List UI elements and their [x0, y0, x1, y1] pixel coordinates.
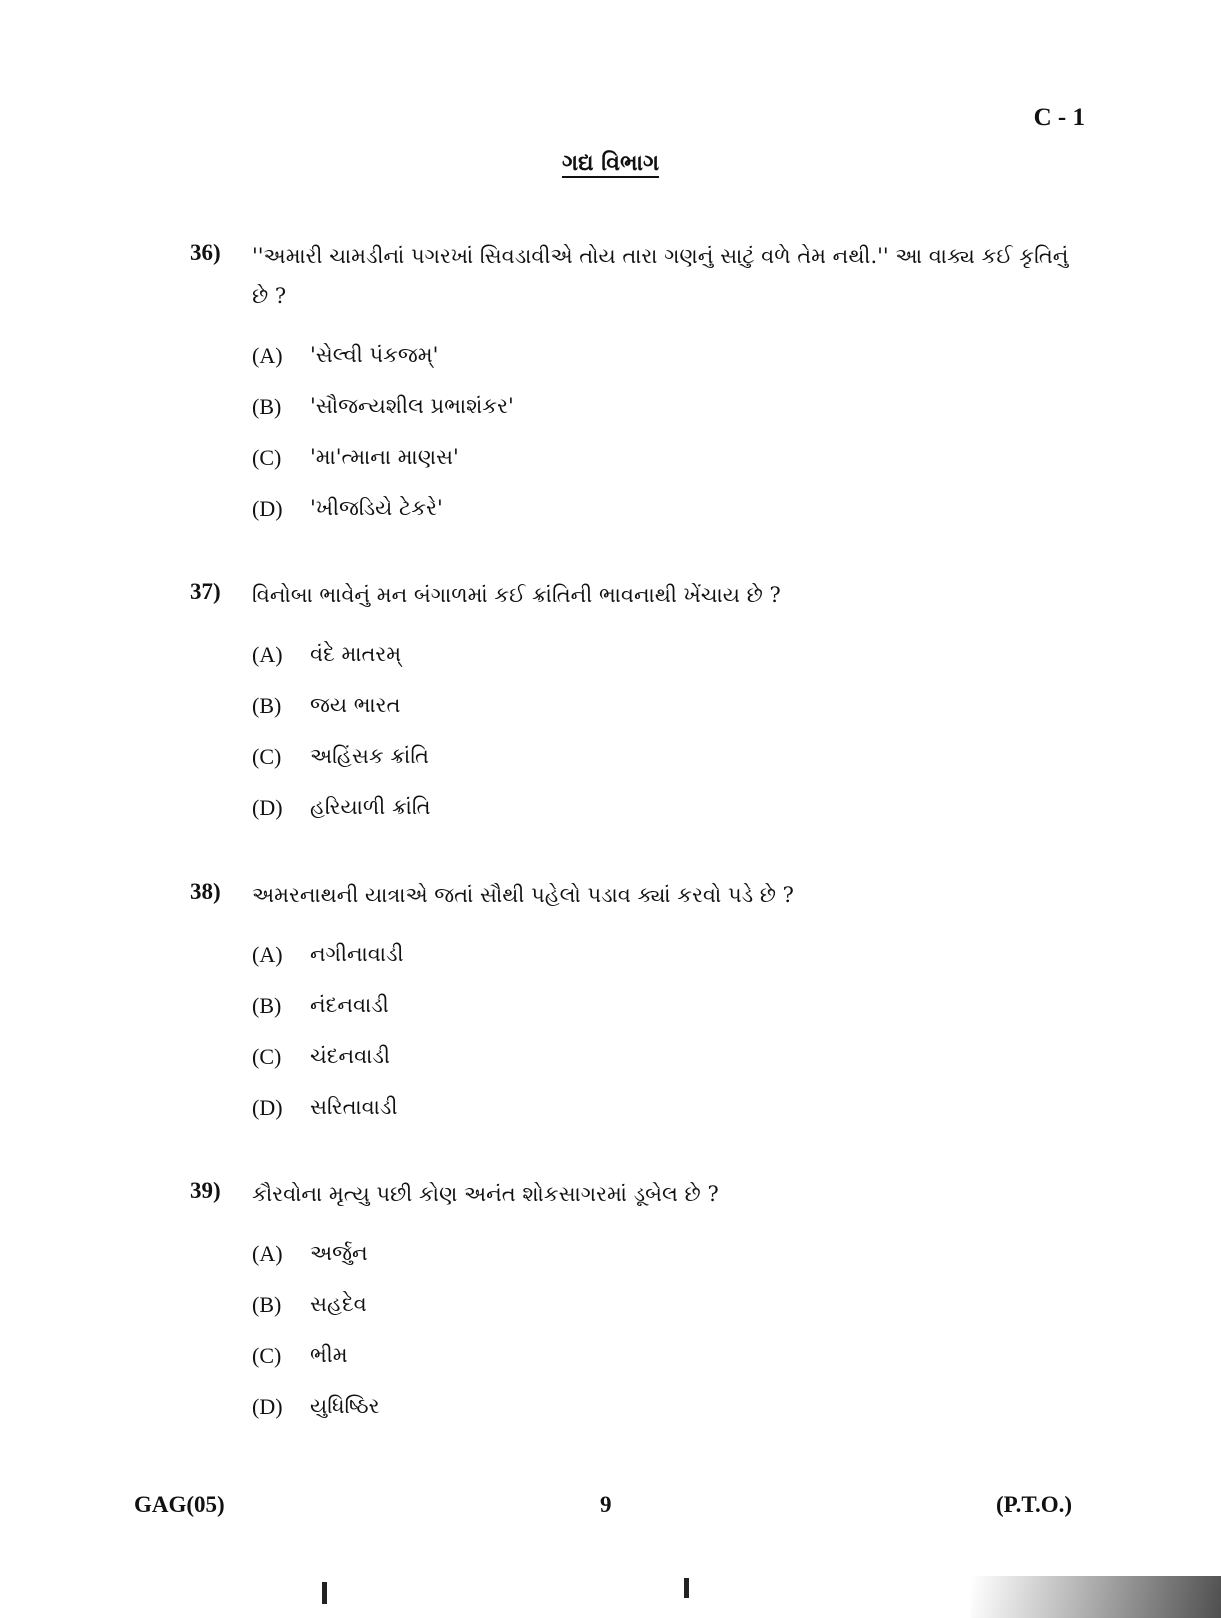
- option-text: નંદનવાડી: [310, 993, 389, 1017]
- options-list: [252, 929, 1070, 1133]
- option-text: હરિયાળી ક્રાંતિ: [310, 795, 431, 819]
- option-text: 'સૌજન્યશીલ પ્રભાશંકર': [310, 394, 514, 418]
- option-letter: (D): [252, 1094, 283, 1120]
- option-a: [252, 330, 1070, 381]
- option-text: 'ખીજડિયે ટેકરે': [310, 496, 443, 520]
- option-text: 'સેલ્વી પંકજમ્': [310, 343, 439, 367]
- question-number: 38): [190, 879, 221, 904]
- question-number: 36): [190, 240, 221, 265]
- option-text: સહદેવ: [310, 1292, 367, 1316]
- scan-smudge: [971, 1576, 1221, 1618]
- options-list: [252, 330, 1070, 534]
- option-letter: (D): [252, 794, 283, 820]
- footer-pto: (P.T.O.): [996, 1492, 1073, 1517]
- options-list: [252, 629, 1070, 833]
- option-a: [252, 629, 1070, 680]
- question-37: [190, 575, 1070, 833]
- option-b: [252, 680, 1070, 731]
- option-text: અહિંસક ક્રાંતિ: [310, 744, 429, 768]
- option-letter: (B): [252, 992, 282, 1018]
- option-letter: (C): [252, 444, 282, 470]
- options-list: [252, 1228, 1070, 1432]
- option-a: [252, 1228, 1070, 1279]
- option-text: 'મા'ત્માના માણસ': [310, 445, 459, 469]
- footer-paper-code: GAG(05): [134, 1492, 225, 1517]
- option-text: ચંદનવાડી: [310, 1044, 390, 1068]
- option-text: જય ભારત: [310, 693, 401, 717]
- question-38: [190, 875, 1070, 1133]
- option-letter: (C): [252, 743, 282, 769]
- question-39: [190, 1174, 1070, 1432]
- option-text: યુધિષ્ઠિર: [310, 1394, 380, 1418]
- option-d: [252, 782, 1070, 833]
- question-number: 37): [190, 579, 221, 604]
- footer-page-number: 9: [600, 1492, 612, 1517]
- scan-mark: [684, 1578, 689, 1598]
- section-title: ગદ્ય વિભાગ: [561, 150, 660, 176]
- option-c: [252, 432, 1070, 483]
- option-b: [252, 1279, 1070, 1330]
- option-d: [252, 1082, 1070, 1133]
- question-36: [190, 236, 1070, 534]
- question-text: ''અમારી ચામડીનાં પગરખાં સિવડાવીએ તોય તારા ગણનું સાટું વળે તેમ નથી.'' આ વાક્ય કઈ કૃતિનું છે ?: [252, 244, 1069, 308]
- option-letter: (A): [252, 1240, 283, 1266]
- option-c: [252, 1330, 1070, 1381]
- option-d: [252, 483, 1070, 534]
- option-text: નગીનાવાડી: [310, 942, 404, 966]
- option-text: વંદે માતરમ્: [310, 642, 402, 666]
- option-b: [252, 381, 1070, 432]
- option-letter: (A): [252, 641, 283, 667]
- option-letter: (B): [252, 393, 282, 419]
- option-letter: (A): [252, 941, 283, 967]
- option-letter: (D): [252, 495, 283, 521]
- option-letter: (B): [252, 1291, 282, 1317]
- option-text: સરિતાવાડી: [310, 1095, 398, 1119]
- question-text: વિનોબા ભાવેનું મન બંગાળમાં કઈ ક્રાંતિની ભાવનાથી ખેંચાય છે ?: [252, 583, 781, 607]
- option-letter: (C): [252, 1043, 282, 1069]
- option-c: [252, 731, 1070, 782]
- question-number: 39): [190, 1178, 221, 1203]
- option-c: [252, 1031, 1070, 1082]
- option-text: અર્જુન: [310, 1241, 368, 1265]
- scan-mark: [322, 1582, 327, 1604]
- option-letter: (D): [252, 1393, 283, 1419]
- option-letter: (C): [252, 1342, 282, 1368]
- option-d: [252, 1381, 1070, 1432]
- option-letter: (B): [252, 692, 282, 718]
- option-b: [252, 980, 1070, 1031]
- option-a: [252, 929, 1070, 980]
- question-text: અમરનાથની યાત્રાએ જતાં સૌથી પહેલો પડાવ ક્યાં કરવો પડે છે ?: [252, 883, 794, 907]
- page-code: C - 1: [1033, 104, 1085, 131]
- question-text: કૌરવોના મૃત્યુ પછી કોણ અનંત શોકસાગરમાં ડૂબેલ છે ?: [252, 1182, 719, 1206]
- option-text: ભીમ: [310, 1343, 348, 1367]
- option-letter: (A): [252, 342, 283, 368]
